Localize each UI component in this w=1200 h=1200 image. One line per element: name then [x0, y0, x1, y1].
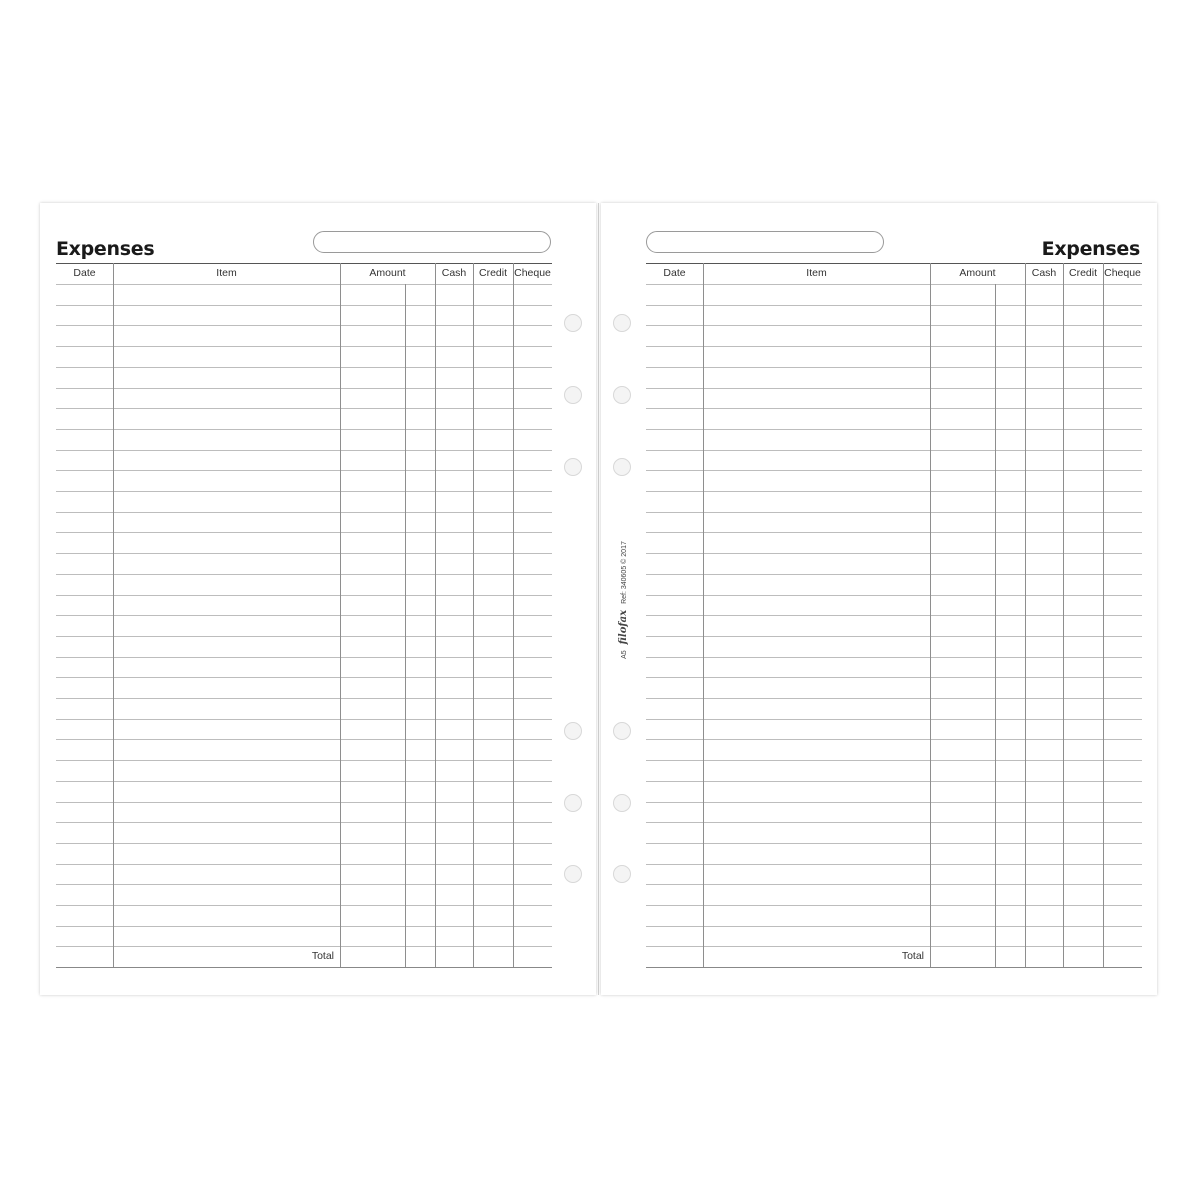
total-label: Total — [901, 950, 924, 962]
binder-hole — [613, 314, 631, 332]
column-rule — [473, 263, 474, 967]
row-rule — [56, 926, 552, 927]
row-rule — [56, 532, 552, 533]
row-rule — [56, 491, 552, 492]
row-rule — [646, 346, 1142, 347]
row-rule — [56, 388, 552, 389]
expenses-table — [646, 263, 1142, 968]
binder-hole — [613, 794, 631, 812]
row-rule — [646, 325, 1142, 326]
total-label: Total — [311, 950, 334, 962]
row-rule — [646, 822, 1142, 823]
row-rule — [56, 450, 552, 451]
binder-hole — [564, 794, 582, 812]
row-rule — [646, 636, 1142, 637]
column-header-credit: Credit — [478, 267, 507, 279]
column-header-amount: Amount — [369, 267, 406, 279]
row-rule — [646, 305, 1142, 306]
row-rule — [646, 657, 1142, 658]
column-rule — [1025, 263, 1026, 967]
row-rule — [56, 698, 552, 699]
row-rule — [646, 802, 1142, 803]
column-rule — [340, 263, 341, 967]
page-title: Expenses — [1041, 238, 1140, 260]
row-rule — [646, 595, 1142, 596]
row-rule — [56, 843, 552, 844]
table-top-rule — [56, 263, 552, 264]
row-rule — [646, 450, 1142, 451]
table-top-rule — [646, 263, 1142, 264]
row-rule — [56, 553, 552, 554]
column-header-cash: Cash — [441, 267, 467, 279]
column-header-cheque: Cheque — [1104, 267, 1141, 279]
row-rule — [646, 884, 1142, 885]
brand-logo: filofax — [618, 609, 629, 645]
row-rule — [56, 574, 552, 575]
row-rule — [646, 615, 1142, 616]
row-rule — [56, 864, 552, 865]
row-rule — [646, 677, 1142, 678]
row-rule — [56, 884, 552, 885]
row-rule — [56, 429, 552, 430]
row-rule — [646, 574, 1142, 575]
row-rule — [646, 553, 1142, 554]
row-rule — [646, 926, 1142, 927]
row-rule — [646, 843, 1142, 844]
row-rule — [56, 967, 552, 968]
binder-hole — [564, 386, 582, 404]
row-rule — [56, 822, 552, 823]
row-rule — [646, 512, 1142, 513]
row-rule — [646, 760, 1142, 761]
row-rule — [646, 491, 1142, 492]
row-rule — [56, 408, 552, 409]
row-rule — [56, 470, 552, 471]
binder-hole — [564, 458, 582, 476]
row-rule — [56, 512, 552, 513]
row-rule — [646, 408, 1142, 409]
binder-hole — [564, 314, 582, 332]
column-header-item: Item — [216, 267, 237, 279]
row-rule — [56, 719, 552, 720]
page-title: Expenses — [56, 238, 155, 260]
row-rule — [56, 615, 552, 616]
binder-hole — [564, 722, 582, 740]
column-rule — [1063, 263, 1064, 967]
row-rule — [56, 802, 552, 803]
expenses-table — [56, 263, 552, 968]
binder-hole — [613, 386, 631, 404]
column-header-cheque: Cheque — [514, 267, 551, 279]
row-rule — [646, 739, 1142, 740]
page-spine — [598, 203, 599, 995]
label-field[interactable] — [646, 231, 884, 253]
paper-size-text: A5 — [621, 650, 628, 659]
binder-hole — [613, 722, 631, 740]
binder-hole — [613, 865, 631, 883]
reference-text: Ref: 340605 — [621, 565, 628, 604]
column-rule — [435, 263, 436, 967]
row-rule — [646, 719, 1142, 720]
row-rule — [56, 636, 552, 637]
row-rule — [56, 677, 552, 678]
spine-imprint — [617, 520, 631, 680]
column-header-date: Date — [663, 267, 686, 279]
row-rule — [646, 905, 1142, 906]
row-rule — [646, 367, 1142, 368]
row-rule — [646, 284, 1142, 285]
column-rule — [513, 263, 514, 967]
right-page — [601, 203, 1157, 995]
row-rule — [56, 760, 552, 761]
column-header-amount: Amount — [959, 267, 996, 279]
row-rule — [56, 284, 552, 285]
label-field[interactable] — [313, 231, 551, 253]
column-rule — [703, 263, 704, 967]
row-rule — [646, 698, 1142, 699]
column-header-item: Item — [806, 267, 827, 279]
row-rule — [56, 367, 552, 368]
column-rule — [1103, 263, 1104, 967]
row-rule — [646, 967, 1142, 968]
row-rule — [56, 781, 552, 782]
copyright-text: © 2017 — [621, 541, 628, 564]
row-rule — [56, 346, 552, 347]
column-rule — [930, 263, 931, 967]
column-rule — [113, 263, 114, 967]
row-rule — [56, 595, 552, 596]
row-rule — [646, 864, 1142, 865]
row-rule — [646, 781, 1142, 782]
column-rule — [405, 284, 406, 967]
row-rule — [56, 739, 552, 740]
column-rule — [995, 284, 996, 967]
row-rule — [646, 532, 1142, 533]
row-rule — [646, 946, 1142, 947]
column-header-date: Date — [73, 267, 96, 279]
row-rule — [646, 388, 1142, 389]
row-rule — [56, 946, 552, 947]
row-rule — [56, 325, 552, 326]
binder-hole — [564, 865, 582, 883]
row-rule — [56, 657, 552, 658]
row-rule — [646, 470, 1142, 471]
column-header-credit: Credit — [1068, 267, 1097, 279]
row-rule — [56, 305, 552, 306]
column-header-cash: Cash — [1031, 267, 1057, 279]
left-page — [40, 203, 596, 995]
row-rule — [56, 905, 552, 906]
row-rule — [646, 429, 1142, 430]
binder-hole — [613, 458, 631, 476]
